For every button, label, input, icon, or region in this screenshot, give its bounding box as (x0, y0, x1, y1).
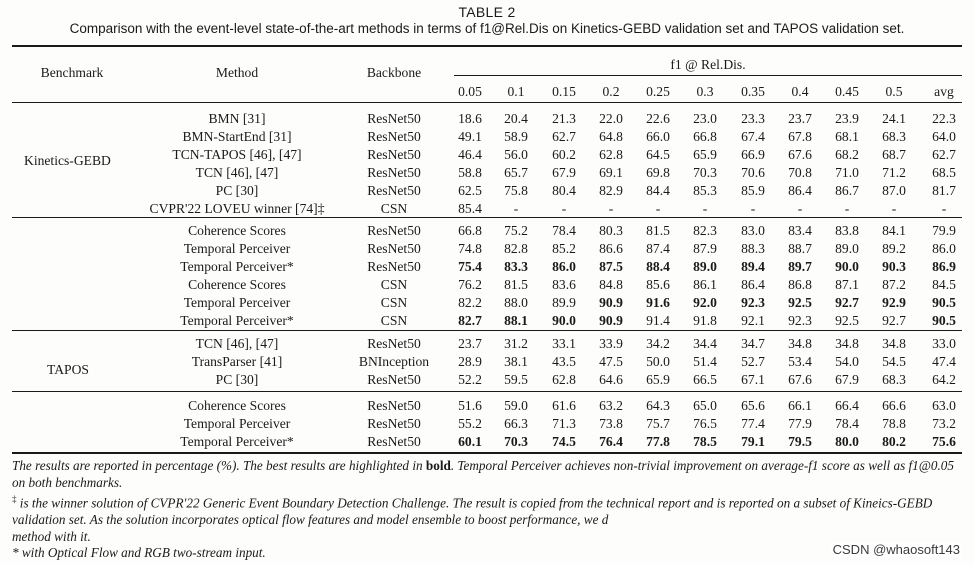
value-cell: 78.8 (882, 416, 906, 431)
value-cell: 83.0 (741, 223, 765, 238)
value-cell: 70.6 (741, 165, 765, 180)
value-cell: 86.1 (693, 277, 717, 292)
value-cell: 67.1 (741, 372, 765, 387)
value-cell: 54.0 (835, 354, 859, 369)
threshold-header: 0.3 (696, 84, 714, 99)
value-cell: 88.0 (504, 295, 528, 310)
value-cell: 62.5 (458, 183, 482, 198)
value-cell: 63.0 (932, 398, 956, 413)
value-cell: - (891, 201, 897, 216)
method-cell: BMN-StartEnd [31] (182, 129, 292, 144)
value-cell: 78.5 (693, 434, 717, 449)
threshold-header: 0.5 (885, 84, 903, 99)
value-cell: 38.1 (504, 354, 528, 369)
value-cell: 84.4 (646, 183, 670, 198)
value-cell: 89.2 (882, 241, 906, 256)
note-loveu: ‡ is the winner solution of CVPR'22 Generic Event Boundary Detection Challenge. The result is copied from the technical report and is reported on a subset of Kineics-GEBD validation set. As the solution incorporates optical flow features and model ensemble to boost performance, we d (12, 494, 933, 528)
threshold-header: 0.4 (791, 84, 809, 99)
value-cell: 22.0 (599, 111, 623, 126)
value-cell: 68.3 (882, 372, 906, 387)
value-cell: 68.7 (882, 147, 906, 162)
value-cell: 56.0 (504, 147, 528, 162)
method-cell: Coherence Scores (188, 223, 286, 238)
table-caption-label: TABLE 2 (458, 4, 516, 20)
value-cell: 87.4 (646, 241, 670, 256)
backbone-cell: ResNet50 (367, 183, 421, 198)
value-cell: 68.1 (835, 129, 859, 144)
value-cell: 77.9 (788, 416, 812, 431)
value-cell: 66.5 (693, 372, 717, 387)
value-cell: 86.0 (552, 259, 576, 274)
value-cell: 83.3 (504, 259, 528, 274)
value-cell: 55.2 (458, 416, 482, 431)
value-cell: 68.5 (932, 165, 956, 180)
value-cell: 33.9 (599, 336, 623, 351)
value-cell: 69.8 (646, 165, 670, 180)
value-cell: 75.4 (458, 259, 482, 274)
value-cell: 82.8 (504, 241, 528, 256)
value-cell: 58.9 (504, 129, 528, 144)
value-cell: 83.6 (552, 277, 576, 292)
value-cell: 67.8 (788, 129, 812, 144)
value-cell: 90.5 (932, 313, 956, 328)
value-cell: 63.2 (599, 398, 623, 413)
value-cell: 51.6 (458, 398, 482, 413)
method-cell: Temporal Perceiver* (180, 313, 294, 328)
backbone-cell: ResNet50 (367, 372, 421, 387)
value-cell: 88.3 (741, 241, 765, 256)
value-cell: 46.4 (458, 147, 482, 162)
backbone-cell: CSN (380, 201, 408, 216)
header-sub-rule (454, 75, 962, 76)
header-benchmark: Benchmark (40, 65, 104, 80)
value-cell: 23.0 (693, 111, 717, 126)
value-cell: 21.3 (552, 111, 576, 126)
value-cell: 91.8 (693, 313, 717, 328)
threshold-header: 0.05 (458, 84, 482, 99)
value-cell: 33.0 (932, 336, 956, 351)
value-cell: 67.4 (741, 129, 765, 144)
value-cell: 79.1 (741, 434, 765, 449)
threshold-header: 0.35 (741, 84, 765, 99)
tapos-mid-rule (12, 391, 962, 392)
value-cell: 73.2 (932, 416, 956, 431)
value-cell: 84.8 (599, 277, 623, 292)
value-cell: 47.4 (932, 354, 956, 369)
value-cell: 83.4 (788, 223, 812, 238)
value-cell: 90.9 (599, 295, 623, 310)
value-cell: 69.1 (599, 165, 623, 180)
value-cell: 77.8 (646, 434, 670, 449)
method-cell: Temporal Perceiver* (180, 259, 294, 274)
value-cell: 92.5 (788, 295, 812, 310)
value-cell: 80.4 (552, 183, 576, 198)
value-cell: 34.4 (693, 336, 717, 351)
value-cell: 82.2 (458, 295, 482, 310)
backbone-cell: ResNet50 (367, 434, 421, 449)
value-cell: 90.0 (552, 313, 576, 328)
threshold-header: 0.25 (646, 84, 670, 99)
value-cell: 75.8 (504, 183, 528, 198)
value-cell: 89.0 (835, 241, 859, 256)
table-notes (12, 458, 962, 562)
value-cell: 34.8 (835, 336, 859, 351)
value-cell: 20.4 (504, 111, 528, 126)
value-cell: 90.3 (882, 259, 906, 274)
value-cell: 49.1 (458, 129, 482, 144)
value-cell: 89.0 (693, 259, 717, 274)
value-cell: 23.7 (788, 111, 812, 126)
value-cell: 80.3 (599, 223, 623, 238)
table-bottom-rule (12, 452, 962, 454)
value-cell: 87.5 (599, 259, 623, 274)
value-cell: 31.2 (504, 336, 528, 351)
value-cell: 92.1 (741, 313, 765, 328)
value-cell: 34.7 (741, 336, 765, 351)
header-method: Method (215, 65, 259, 80)
value-cell: 52.7 (741, 354, 765, 369)
backbone-cell: ResNet50 (367, 241, 421, 256)
method-cell: Coherence Scores (188, 277, 286, 292)
value-cell: 77.4 (741, 416, 765, 431)
value-cell: 59.0 (504, 398, 528, 413)
value-cell: 78.4 (835, 416, 859, 431)
value-cell: 90.0 (835, 259, 859, 274)
value-cell: 33.1 (552, 336, 576, 351)
csdn-watermark: CSDN @whaosoft143 (832, 542, 960, 557)
value-cell: 89.7 (788, 259, 812, 274)
value-cell: 68.3 (882, 129, 906, 144)
backbone-cell: ResNet50 (367, 111, 421, 126)
method-cell: TransParser [41] (191, 354, 283, 369)
value-cell: 53.4 (788, 354, 812, 369)
value-cell: 80.0 (835, 434, 859, 449)
value-cell: 62.8 (599, 147, 623, 162)
value-cell: 74.5 (552, 434, 576, 449)
backbone-cell: ResNet50 (367, 165, 421, 180)
value-cell: 88.7 (788, 241, 812, 256)
table-top-rule (12, 45, 962, 47)
value-cell: 76.4 (599, 434, 623, 449)
value-cell: 75.7 (646, 416, 670, 431)
value-cell: 22.3 (932, 111, 956, 126)
value-cell: 64.2 (932, 372, 956, 387)
method-cell: Temporal Perceiver (183, 295, 291, 310)
value-cell: 64.3 (646, 398, 670, 413)
value-cell: 75.6 (932, 434, 956, 449)
value-cell: - (702, 201, 708, 216)
value-cell: - (655, 201, 661, 216)
method-cell: BMN [31] (208, 111, 266, 126)
note-optical-flow: * with Optical Flow and RGB two-stream input. (12, 545, 266, 561)
backbone-cell: ResNet50 (367, 259, 421, 274)
value-cell: 58.8 (458, 165, 482, 180)
value-cell: 87.0 (882, 183, 906, 198)
value-cell: 87.9 (693, 241, 717, 256)
kinetics-mid-rule (12, 217, 962, 218)
value-cell: - (608, 201, 614, 216)
value-cell: 24.1 (882, 111, 906, 126)
method-cell: TCN [46], [47] (195, 336, 279, 351)
method-cell: Temporal Perceiver* (180, 434, 294, 449)
backbone-cell: ResNet50 (367, 398, 421, 413)
value-cell: 23.3 (741, 111, 765, 126)
value-cell: 28.9 (458, 354, 482, 369)
value-cell: 62.7 (932, 147, 956, 162)
value-cell: 86.4 (788, 183, 812, 198)
value-cell: 84.5 (932, 277, 956, 292)
value-cell: 85.9 (741, 183, 765, 198)
value-cell: 66.8 (693, 129, 717, 144)
value-cell: - (750, 201, 756, 216)
value-cell: 88.4 (646, 259, 670, 274)
value-cell: 65.7 (504, 165, 528, 180)
value-cell: 79.9 (932, 223, 956, 238)
note-results: The results are reported in percentage (%). The best results are highlighted in bold. Temporal Perceiver achieves non-trivial improvement on average-f1 score as well as f1@0.05 on both benchmarks. (12, 458, 954, 490)
value-cell: 86.7 (835, 183, 859, 198)
value-cell: 76.5 (693, 416, 717, 431)
value-cell: 34.2 (646, 336, 670, 351)
table-caption: Comparison with the event-level state-of-the-art methods in terms of f1@Rel.Dis on Kinetics-GEBD validation set and TAPOS validation set. (69, 21, 905, 36)
value-cell: 66.0 (646, 129, 670, 144)
value-cell: 79.5 (788, 434, 812, 449)
backbone-cell: CSN (380, 295, 408, 310)
backbone-cell: ResNet50 (367, 416, 421, 431)
value-cell: 65.6 (741, 398, 765, 413)
value-cell: 67.9 (552, 165, 576, 180)
value-cell: 59.5 (504, 372, 528, 387)
value-cell: 47.5 (599, 354, 623, 369)
method-cell: PC [30] (215, 372, 259, 387)
threshold-header: 0.15 (552, 84, 576, 99)
value-cell: 89.9 (552, 295, 576, 310)
method-cell: TCN [46], [47] (195, 165, 279, 180)
value-cell: 34.8 (788, 336, 812, 351)
value-cell: 66.9 (741, 147, 765, 162)
value-cell: 86.6 (599, 241, 623, 256)
threshold-header: avg (934, 84, 954, 99)
value-cell: 50.0 (646, 354, 670, 369)
value-cell: 91.6 (646, 295, 670, 310)
method-cell: TCN-TAPOS [46], [47] (172, 147, 302, 162)
value-cell: 91.4 (646, 313, 670, 328)
value-cell: 71.3 (552, 416, 576, 431)
backbone-cell: ResNet50 (367, 223, 421, 238)
value-cell: - (797, 201, 803, 216)
threshold-header: 0.2 (602, 84, 620, 99)
value-cell: 88.1 (504, 313, 528, 328)
benchmark-tapos: TAPOS (47, 362, 89, 377)
value-cell: 92.5 (835, 313, 859, 328)
value-cell: 86.9 (932, 259, 956, 274)
value-cell: 85.3 (693, 183, 717, 198)
backbone-cell: CSN (380, 313, 408, 328)
value-cell: 86.0 (932, 241, 956, 256)
value-cell: 85.6 (646, 277, 670, 292)
threshold-header: 0.45 (835, 84, 859, 99)
value-cell: 75.2 (504, 223, 528, 238)
value-cell: 67.6 (788, 147, 812, 162)
value-cell: 71.2 (882, 165, 906, 180)
value-cell: - (561, 201, 567, 216)
header-backbone: Backbone (366, 65, 422, 80)
value-cell: 65.9 (646, 372, 670, 387)
value-cell: 82.7 (458, 313, 482, 328)
value-cell: - (844, 201, 850, 216)
value-cell: 65.9 (693, 147, 717, 162)
value-cell: 23.7 (458, 336, 482, 351)
value-cell: 66.6 (882, 398, 906, 413)
value-cell: 78.4 (552, 223, 576, 238)
value-cell: 86.4 (741, 277, 765, 292)
value-cell: 64.8 (599, 129, 623, 144)
backbone-cell: ResNet50 (367, 147, 421, 162)
method-cell: PC [30] (215, 183, 259, 198)
value-cell: 74.8 (458, 241, 482, 256)
value-cell: 43.5 (552, 354, 576, 369)
value-cell: 70.8 (788, 165, 812, 180)
value-cell: 81.7 (932, 183, 956, 198)
backbone-cell: ResNet50 (367, 129, 421, 144)
value-cell: 89.4 (741, 259, 765, 274)
threshold-header: 0.1 (507, 84, 525, 99)
value-cell: 81.5 (504, 277, 528, 292)
benchmark-kinetics: Kinetics-GEBD (24, 153, 111, 168)
value-cell: 70.3 (693, 165, 717, 180)
value-cell: 60.1 (458, 434, 482, 449)
value-cell: - (941, 201, 947, 216)
value-cell: 54.5 (882, 354, 906, 369)
value-cell: 64.5 (646, 147, 670, 162)
value-cell: 67.9 (835, 372, 859, 387)
backbone-cell: CSN (380, 277, 408, 292)
note-loveu-end: method with it. (12, 528, 91, 544)
value-cell: 71.0 (835, 165, 859, 180)
backbone-cell: BNInception (358, 354, 430, 369)
method-cell: Coherence Scores (188, 398, 286, 413)
value-cell: 62.8 (552, 372, 576, 387)
value-cell: 90.9 (599, 313, 623, 328)
value-cell: 62.7 (552, 129, 576, 144)
value-cell: 65.0 (693, 398, 717, 413)
value-cell: 86.8 (788, 277, 812, 292)
value-cell: 73.8 (599, 416, 623, 431)
value-cell: 90.5 (932, 295, 956, 310)
value-cell: 66.8 (458, 223, 482, 238)
method-cell: Temporal Perceiver (183, 241, 291, 256)
value-cell: 80.2 (882, 434, 906, 449)
value-cell: 66.4 (835, 398, 859, 413)
value-cell: 66.3 (504, 416, 528, 431)
value-cell: 64.0 (932, 129, 956, 144)
value-cell: 92.7 (882, 313, 906, 328)
value-cell: 22.6 (646, 111, 670, 126)
value-cell: 76.2 (458, 277, 482, 292)
value-cell: 81.5 (646, 223, 670, 238)
value-cell: 83.8 (835, 223, 859, 238)
value-cell: 51.4 (693, 354, 717, 369)
method-cell: Temporal Perceiver (183, 416, 291, 431)
value-cell: 60.2 (552, 147, 576, 162)
value-cell: 18.6 (458, 111, 482, 126)
value-cell: 92.7 (835, 295, 859, 310)
value-cell: 82.9 (599, 183, 623, 198)
header-bottom-rule (12, 102, 962, 103)
value-cell: 92.3 (741, 295, 765, 310)
backbone-cell: ResNet50 (367, 336, 421, 351)
value-cell: 67.6 (788, 372, 812, 387)
value-cell: 23.9 (835, 111, 859, 126)
value-cell: 70.3 (504, 434, 528, 449)
value-cell: 64.6 (599, 372, 623, 387)
value-cell: 61.6 (552, 398, 576, 413)
value-cell: 52.2 (458, 372, 482, 387)
method-cell: CVPR'22 LOVEU winner [74]‡ (149, 201, 325, 216)
value-cell: 92.3 (788, 313, 812, 328)
value-cell: 34.8 (882, 336, 906, 351)
value-cell: 92.9 (882, 295, 906, 310)
header-metric: f1 @ Rel.Dis. (670, 57, 746, 72)
value-cell: 84.1 (882, 223, 906, 238)
value-cell: 68.2 (835, 147, 859, 162)
value-cell: 82.3 (693, 223, 717, 238)
value-cell: 87.1 (835, 277, 859, 292)
value-cell: - (513, 201, 519, 216)
value-cell: 85.4 (458, 201, 482, 216)
value-cell: 92.0 (693, 295, 717, 310)
value-cell: 85.2 (552, 241, 576, 256)
value-cell: 66.1 (788, 398, 812, 413)
group-separator-rule (12, 330, 962, 331)
value-cell: 87.2 (882, 277, 906, 292)
